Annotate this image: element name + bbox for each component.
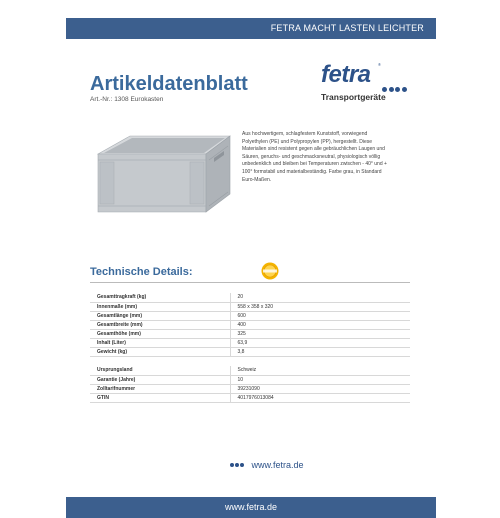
bottom-url[interactable]: www.fetra.de — [251, 459, 304, 470]
table-row — [90, 347, 410, 356]
logo-subtitle: Transportgeräte — [321, 92, 386, 102]
spec-label: Gesamtbreite (mm) — [90, 320, 230, 329]
table-row — [90, 393, 410, 402]
bottom-dots-icon — [230, 456, 245, 473]
spec-label: Innenmaße (mm) — [90, 302, 230, 311]
bottom-logo — [230, 456, 310, 468]
table-row — [90, 338, 410, 347]
origin-label: Zolltarifnummer — [90, 384, 230, 393]
footer-bar — [66, 497, 436, 518]
quality-seal-icon — [261, 262, 279, 280]
origin-label: Garantie (Jahre) — [90, 375, 230, 384]
spec-value: 400 — [230, 320, 410, 329]
section-divider — [90, 282, 410, 283]
origin-label: GTIN — [90, 393, 230, 402]
registered-mark: ® — [378, 62, 381, 67]
spec-value: 558 x 358 x 320 — [230, 302, 410, 311]
header-slogan: FETRA MACHT LASTEN LEICHTER — [270, 23, 424, 33]
page-title: Artikeldatenblatt — [90, 73, 248, 95]
footer-url[interactable]: www.fetra.de — [224, 502, 278, 512]
section-title: Technische Details: — [90, 266, 193, 278]
spec-value: 600 — [230, 311, 410, 320]
spec-label: Gesamttragkraft (kg) — [90, 293, 230, 302]
spec-value: 63,9 — [230, 338, 410, 347]
spec-label: Gesamtlänge (mm) — [90, 311, 230, 320]
logo-wordmark: fetra — [321, 61, 371, 88]
spec-value: 20 — [230, 293, 410, 302]
origin-value: 4017976013084 — [230, 393, 410, 402]
origin-value: 39231090 — [230, 384, 410, 393]
product-description: Aus hochwertigem, schlagfestem Kunststoff, vorwiegend Polyethylen (PE) und Polypropylen (PP), hergestellt. Diese Materialien sind resistent gegen alle gebräuchlichen Laugen und Säuren, geruchs- und geschmacksneutral, physiologisch völlig unbedenklich und bleiben bei Temperaturen zwischen - 40° und + 100° formstabil und materialbeständig. Farbe grau, in Standard Euro-Maßen. — [242, 131, 387, 183]
table-row — [90, 375, 410, 384]
table-row — [90, 384, 410, 393]
spec-label: Gewicht (kg) — [90, 347, 230, 356]
origin-value: Schweiz — [230, 366, 410, 375]
table-row — [90, 302, 410, 311]
datasheet-page — [66, 18, 436, 512]
table-row — [90, 329, 410, 338]
fetra-logo — [321, 61, 421, 111]
spec-label: Inhalt (Liter) — [90, 338, 230, 347]
table-spacer — [90, 356, 410, 366]
spec-value: 325 — [230, 329, 410, 338]
table-row — [90, 320, 410, 329]
header-bar — [66, 18, 436, 39]
table-row — [90, 293, 410, 302]
spec-label: Gesamthöhe (mm) — [90, 329, 230, 338]
article-number: Art.-Nr.: 1308 Eurokasten — [90, 96, 164, 103]
table-row — [90, 311, 410, 320]
spec-value: 3,8 — [230, 347, 410, 356]
euro-box-image — [90, 124, 235, 219]
origin-label: Ursprungsland — [90, 366, 230, 375]
origin-value: 10 — [230, 375, 410, 384]
table-row — [90, 366, 410, 375]
spec-table — [90, 293, 410, 403]
